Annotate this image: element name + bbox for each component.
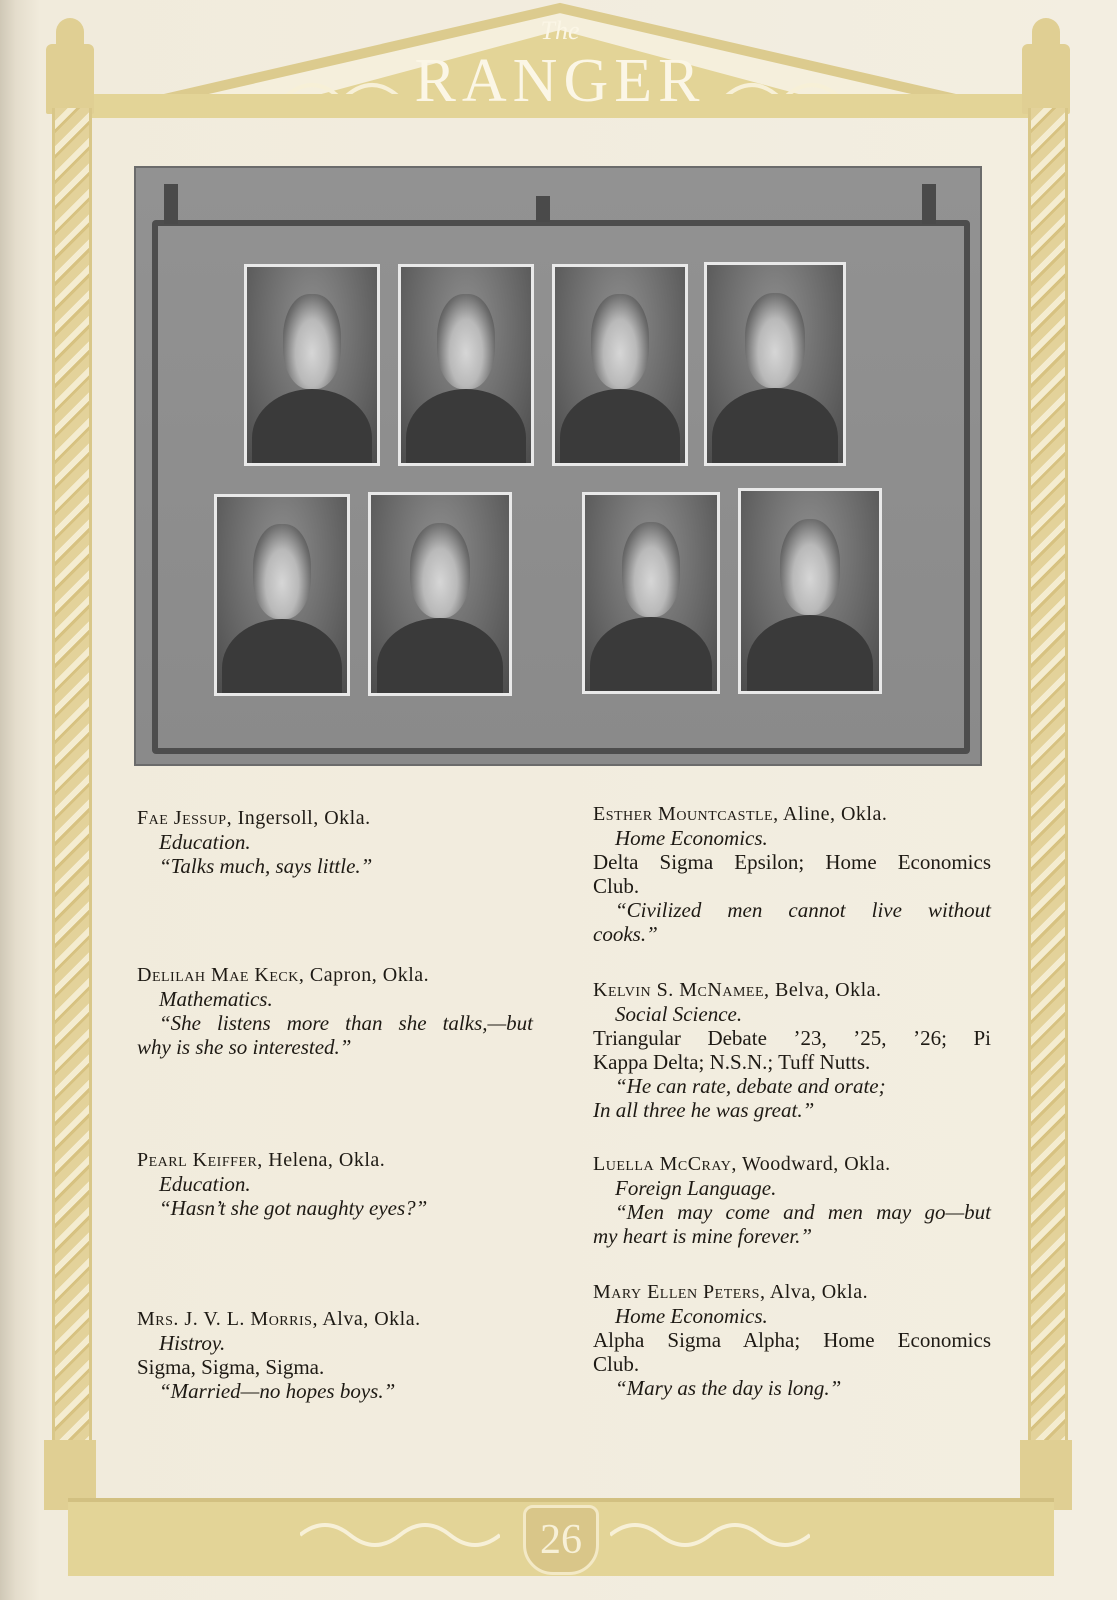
student-entry: [593, 1280, 991, 1400]
student-name: Mrs. J. V. L. Morris: [137, 1308, 313, 1330]
student-quote: [593, 1200, 991, 1248]
student-activities: Kappa Delta; N.S.N.; Tuff Nutts.: [593, 1050, 871, 1074]
student-name: Pearl Keiffer: [137, 1149, 258, 1171]
footer-scroll-right: [610, 1520, 810, 1550]
page-number: 26: [523, 1505, 599, 1575]
student-name-line: [137, 806, 537, 830]
left-pillar: [52, 108, 92, 1498]
student-activities: Club.: [593, 874, 640, 898]
right-pillar-capital: [1022, 44, 1070, 114]
student-name-line: [593, 1280, 991, 1304]
student-quote: [593, 1074, 991, 1122]
student-location: , Capron, Okla.: [298, 964, 430, 986]
portrait-photo: [398, 264, 534, 466]
plate-spire-right: [922, 184, 936, 224]
student-entry: [593, 978, 991, 1122]
portrait-photo: [552, 264, 688, 466]
student-activities: Delta Sigma Epsilon; Home Economics: [593, 850, 991, 874]
student-entry: [137, 1148, 537, 1220]
student-quote-line: cooks.”: [593, 922, 658, 946]
plate-spire-center: [536, 196, 550, 222]
student-major: Histroy.: [159, 1331, 226, 1355]
photo-plate: [134, 166, 982, 766]
student-name-line: [137, 963, 533, 987]
portrait-photo: [704, 262, 846, 466]
logo-the: The: [540, 16, 580, 45]
student-quote-line: why is she so interested.”: [137, 1035, 352, 1059]
student-location: , Alva, Okla.: [312, 1308, 421, 1330]
left-pillar-capital: [46, 44, 94, 114]
student-quote: “Married—no hopes boys.”: [159, 1379, 396, 1403]
student-location: , Belva, Okla.: [764, 979, 882, 1001]
student-entry: [137, 1307, 537, 1403]
student-major: Foreign Language.: [615, 1176, 777, 1200]
student-name-line: [593, 1152, 991, 1176]
student-quote-line: “Civilized men cannot live without: [615, 898, 991, 922]
portrait-photo: [214, 494, 350, 696]
plate-spire-left: [164, 184, 178, 224]
student-name: Fae Jessup: [137, 807, 227, 829]
student-quote: “Talks much, says little.”: [159, 854, 373, 878]
right-pillar: [1028, 108, 1068, 1498]
student-location: , Ingersoll, Okla.: [226, 807, 371, 829]
student-name-line: [137, 1148, 537, 1172]
student-major: Home Economics.: [615, 1304, 768, 1328]
student-activities: Triangular Debate ’23, ’25, ’26; Pi: [593, 1026, 991, 1050]
student-activities: Sigma, Sigma, Sigma.: [137, 1355, 325, 1379]
student-major: Social Science.: [615, 1002, 743, 1026]
student-quote: “Mary as the day is long.”: [615, 1376, 842, 1400]
student-quote: [137, 1011, 533, 1059]
student-entry: [137, 806, 537, 878]
ranger-logo: [0, 0, 1117, 118]
student-name-line: [593, 978, 991, 1002]
student-quote-line: “He can rate, debate and orate;: [615, 1074, 886, 1098]
portrait-photo: [738, 488, 882, 694]
student-major: Education.: [159, 830, 251, 854]
student-entry: [593, 802, 991, 946]
student-entry: [593, 1152, 991, 1248]
student-name: Mary Ellen Peters: [593, 1281, 760, 1303]
student-quote-line: “She listens more than she talks,—but: [159, 1011, 533, 1035]
student-activities: Club.: [593, 1352, 640, 1376]
student-quote: “Hasn’t she got naughty eyes?”: [159, 1196, 428, 1220]
student-quote-line: my heart is mine forever.”: [593, 1224, 813, 1248]
student-activities: Alpha Sigma Alpha; Home Economics: [593, 1328, 991, 1352]
student-major: Education.: [159, 1172, 251, 1196]
student-name-line: [137, 1307, 537, 1331]
portrait-photo: [582, 492, 720, 694]
student-name: Luella McCray: [593, 1153, 732, 1175]
student-major: Home Economics.: [615, 826, 768, 850]
student-name: Esther Mountcastle: [593, 803, 774, 825]
portrait-photo: [244, 264, 380, 466]
logo-title: RANGER: [414, 47, 706, 115]
portrait-photo: [368, 492, 512, 696]
student-quote-line: “Men may come and men may go—but: [615, 1200, 991, 1224]
student-name: Kelvin S. McNamee: [593, 979, 764, 1001]
student-quote-line: In all three he was great.”: [593, 1098, 815, 1122]
student-name: Delilah Mae Keck: [137, 964, 299, 986]
student-entry: [137, 963, 533, 1059]
footer-scroll-left: [300, 1520, 500, 1550]
student-major: Mathematics.: [159, 987, 273, 1011]
student-location: , Helena, Okla.: [257, 1149, 386, 1171]
student-quote: [593, 898, 991, 946]
student-location: , Woodward, Okla.: [731, 1153, 891, 1175]
student-location: , Alva, Okla.: [759, 1281, 869, 1303]
student-name-line: [593, 802, 991, 826]
student-location: , Aline, Okla.: [773, 803, 888, 825]
